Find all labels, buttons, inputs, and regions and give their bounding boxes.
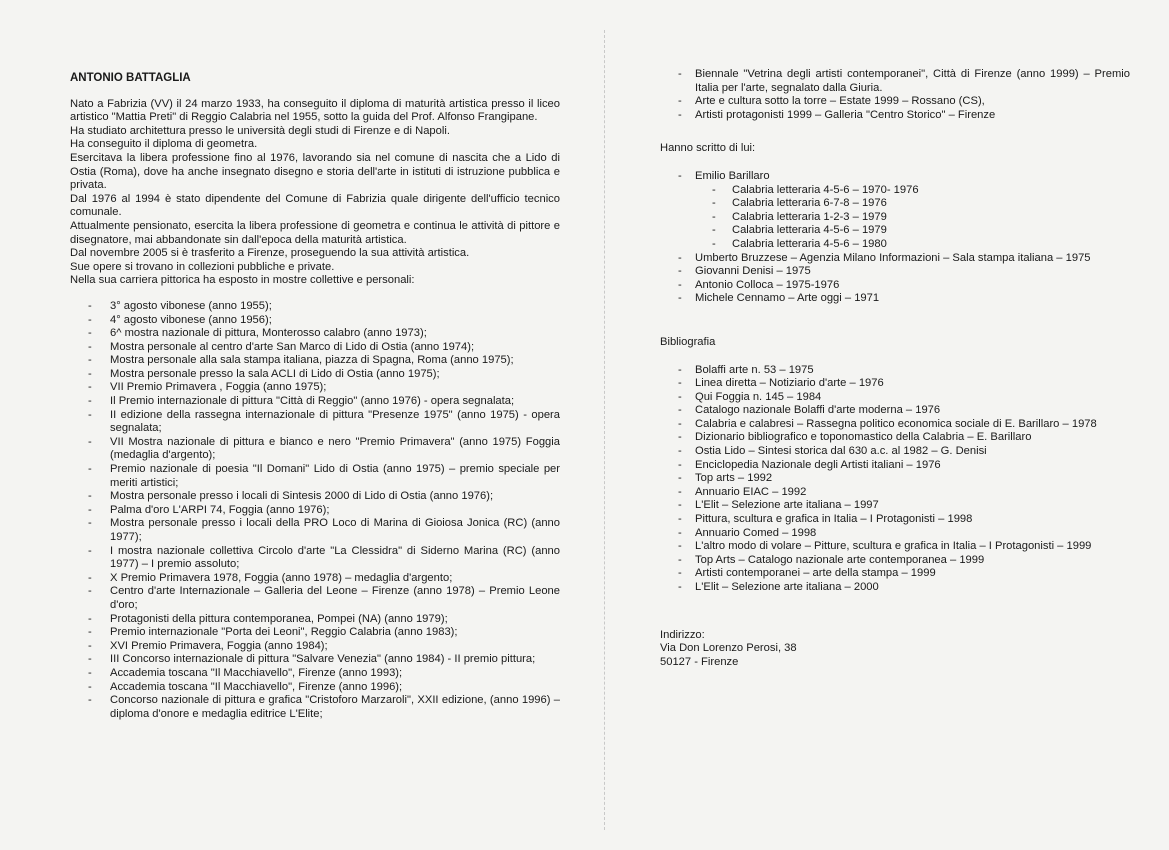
- bibliography-text: Bolaffi arte n. 53 – 1975: [695, 363, 814, 376]
- exhibition-text: VII Mostra nazionale di pittura e bianco e nero "Premio Primavera" (anno 1975) Foggia (medaglia d'argento);: [110, 435, 560, 462]
- list-dash: -: [678, 513, 682, 526]
- list-dash: -: [88, 313, 92, 326]
- bibliography-item: [660, 567, 1130, 581]
- list-dash: -: [712, 197, 716, 210]
- writer-text: Michele Cennamo – Arte oggi – 1971: [695, 292, 880, 305]
- exhibition-text: X Premio Primavera 1978, Foggia (anno 1978) – medaglia d'argento;: [110, 571, 453, 584]
- list-dash: -: [712, 224, 716, 237]
- exhibition-text: I mostra nazionale collettiva Circolo d'arte "La Clessidra" di Siderno Marina (RC) (anno 1977) – I premio assoluto;: [110, 544, 560, 571]
- bibliography-list: [660, 364, 1130, 595]
- list-dash: -: [712, 210, 716, 223]
- exhibition-item: [70, 341, 560, 355]
- exhibition-text: Accademia toscana "Il Macchiavello", Firenze (anno 1993);: [110, 666, 403, 679]
- exhibition-text: VII Premio Primavera , Foggia (anno 1975);: [110, 381, 327, 394]
- bio-paragraph: Attualmente pensionato, esercita la libera professione di geometra e continua le attività di pittore e disegnatore, mai abbandonate sin dall'epoca della maturità artistica.: [70, 219, 560, 246]
- bibliography-item: [660, 499, 1130, 513]
- bibliography-text: L'altro modo di volare – Pitture, scultura e grafica in Italia – I Protagonisti – 1999: [695, 540, 1092, 553]
- bio-paragraph: Nato a Fabrizia (VV) il 24 marzo 1933, ha conseguito il diploma di maturità artistica presso il liceo artistico "Mattia Preti" di Reggio Calabria nel 1955, sotto la guida del Prof. Alfonso Frangipane.: [70, 97, 560, 124]
- exhibition-item: [70, 667, 560, 681]
- list-dash: -: [678, 377, 682, 390]
- bio-paragraph: Ha studiato architettura presso le università degli studi di Firenze e di Napoli.: [70, 124, 450, 137]
- exhibition-item: [70, 504, 560, 518]
- exhibition-text: Mostra personale presso la sala ACLI di Lido di Ostia (anno 1975);: [110, 367, 440, 380]
- writer-item: [660, 170, 1130, 184]
- list-dash: -: [678, 458, 682, 471]
- list-dash: -: [678, 251, 682, 264]
- bibliography-item: [660, 377, 1130, 391]
- bibliography-text: Pittura, scultura e grafica in Italia – I Protagonisti – 1998: [695, 513, 973, 526]
- list-dash: -: [678, 169, 682, 182]
- bibliography-item: [660, 540, 1130, 554]
- bibliography-text: Qui Foggia n. 145 – 1984: [695, 390, 822, 403]
- exhibition-text: Il Premio internazionale di pittura "Città di Reggio" (anno 1976) - opera segnalata;: [110, 395, 515, 408]
- bibliography-text: Enciclopedia Nazionale degli Artisti italiani – 1976: [695, 458, 941, 471]
- work-text: Calabria letteraria 4-5-6 – 1970- 1976: [732, 183, 919, 196]
- list-dash: -: [678, 472, 682, 485]
- list-dash: -: [88, 408, 92, 421]
- bibliography-item: [660, 418, 1130, 432]
- address-label: Indirizzo:: [660, 628, 705, 641]
- exhibition-text: Concorso nazionale di pittura e grafica "Cristoforo Marzaroli", XXII edizione, (anno 1996) – diploma d'onore e medaglia editrice L'Elite;: [110, 694, 560, 720]
- list-dash: -: [88, 666, 92, 679]
- bibliography-heading: Bibliografia: [660, 335, 716, 348]
- biography: [70, 98, 560, 288]
- exhibition-item: [70, 409, 560, 436]
- bibliography-item: [660, 445, 1130, 459]
- writer-item: [660, 252, 1130, 266]
- exhibition-item: [70, 463, 560, 490]
- bibliography-text: Linea diretta – Notiziario d'arte – 1976: [695, 377, 884, 390]
- left-column: [70, 72, 560, 721]
- bibliography-text: L'Elit – Selezione arte italiana – 1997: [695, 499, 879, 512]
- page-fold-line: [604, 30, 606, 830]
- bibliography-text: Annuario EIAC – 1992: [695, 485, 807, 498]
- list-dash: -: [88, 639, 92, 652]
- exhibition-item: [70, 640, 560, 654]
- list-dash: -: [88, 395, 92, 408]
- bibliography-text: Dizionario bibliografico e toponomastico della Calabria – E. Barillaro: [695, 431, 1032, 444]
- bibliography-item: [660, 554, 1130, 568]
- list-dash: -: [678, 567, 682, 580]
- bibliography-text: Artisti contemporanei – arte della stampa – 1999: [695, 567, 936, 580]
- list-dash: -: [678, 445, 682, 458]
- list-dash: -: [88, 435, 92, 448]
- list-dash: -: [678, 363, 682, 376]
- list-dash: -: [88, 571, 92, 584]
- written-about-heading: Hanno scritto di lui:: [660, 142, 756, 155]
- bibliography-text: Top Arts – Catalogo nazionale arte contemporanea – 1999: [695, 553, 985, 566]
- writers-list: [660, 170, 1130, 184]
- exhibition-item: [70, 354, 560, 368]
- exhibition-text: 4° agosto vibonese (anno 1956);: [110, 313, 272, 326]
- list-dash: -: [678, 431, 682, 444]
- bibliography-text: Annuario Comed – 1998: [695, 526, 817, 539]
- list-dash: -: [88, 299, 92, 312]
- barillaro-works-list: [660, 184, 1130, 252]
- artist-name-heading: ANTONIO BATTAGLIA: [70, 72, 191, 84]
- bibliography-item: [660, 581, 1130, 595]
- list-dash: -: [88, 340, 92, 353]
- address-city: 50127 - Firenze: [660, 655, 739, 668]
- work-item: [660, 211, 1130, 225]
- exhibition-text: Mostra personale alla sala stampa italiana, piazza di Spagna, Roma (anno 1975);: [110, 354, 514, 367]
- exhibition-text: 3° agosto vibonese (anno 1955);: [110, 299, 272, 312]
- work-item: [660, 238, 1130, 252]
- bibliography-item: [660, 472, 1130, 486]
- exhibition-item: [70, 585, 560, 612]
- writer-text: Antonio Colloca – 1975-1976: [695, 278, 840, 291]
- exhibition-text: Artisti protagonisti 1999 – Galleria "Centro Storico" – Firenze: [695, 108, 996, 121]
- list-dash: -: [678, 485, 682, 498]
- work-item: [660, 224, 1130, 238]
- list-dash: -: [88, 544, 92, 557]
- bibliography-text: Top arts – 1992: [695, 472, 773, 485]
- exhibition-text: Arte e cultura sotto la torre – Estate 1999 – Rossano (CS),: [695, 95, 985, 108]
- exhibition-text: Mostra personale presso i locali della PRO Loco di Marina di Gioiosa Jonica (RC) (anno 1977);: [110, 517, 560, 543]
- exhibition-item: [70, 653, 560, 667]
- list-dash: -: [88, 503, 92, 516]
- exhibition-text: Premio nazionale di poesia "Il Domani" Lido di Ostia (anno 1975) – premio speciale per meriti artistici;: [110, 463, 560, 489]
- exhibition-item: [70, 613, 560, 627]
- exhibition-item: [70, 436, 560, 463]
- bio-paragraph: Dal 1976 al 1994 è stato dipendente del Comune di Fabrizia quale dirigente dell'ufficio tecnico comunale.: [70, 192, 560, 219]
- exhibition-text: III Concorso internazionale di pittura "Salvare Venezia" (anno 1984) - II premio pittura;: [110, 653, 536, 666]
- work-text: Calabria letteraria 4-5-6 – 1980: [732, 237, 887, 250]
- work-text: Calabria letteraria 4-5-6 – 1979: [732, 224, 887, 237]
- list-dash: -: [88, 381, 92, 394]
- list-dash: -: [88, 463, 92, 476]
- list-dash: -: [712, 237, 716, 250]
- list-dash: -: [678, 265, 682, 278]
- writer-item: [660, 265, 1130, 279]
- work-item: [660, 184, 1130, 198]
- list-dash: -: [712, 183, 716, 196]
- exhibition-item: [70, 626, 560, 640]
- list-dash: -: [678, 95, 682, 108]
- address-street: Via Don Lorenzo Perosi, 38: [660, 642, 797, 655]
- list-dash: -: [678, 68, 682, 80]
- exhibition-item: [70, 545, 560, 572]
- exhibition-item: [660, 68, 1130, 95]
- address-block: [660, 629, 1130, 670]
- right-column: [660, 68, 1130, 669]
- bibliography-item: [660, 513, 1130, 527]
- bibliography-item: [660, 527, 1130, 541]
- exhibitions-list: [70, 300, 560, 721]
- exhibition-item: [70, 694, 560, 721]
- bibliography-text: Calabria e calabresi – Rassegna politico economica sociale di E. Barillaro – 1978: [695, 417, 1097, 430]
- list-dash: -: [678, 417, 682, 430]
- list-dash: -: [678, 404, 682, 417]
- list-dash: -: [678, 553, 682, 566]
- list-dash: -: [678, 390, 682, 403]
- bio-paragraph: Dal novembre 2005 si è trasferito a Firenze, proseguendo la sua attività artistica.: [70, 247, 470, 260]
- exhibition-text: Palma d'oro L'ARPI 74, Foggia (anno 1976);: [110, 503, 330, 516]
- exhibition-text: Biennale "Vetrina degli artisti contemporanei", Città di Firenze (anno 1999) – Premio Italia per l'arte, segnalato dalla Giuria.: [695, 68, 1130, 94]
- list-dash: -: [88, 626, 92, 639]
- list-dash: -: [678, 292, 682, 305]
- list-dash: -: [678, 581, 682, 593]
- list-dash: -: [678, 278, 682, 291]
- exhibition-item: [70, 490, 560, 504]
- exhibition-text: Protagonisti della pittura contemporanea, Pompei (NA) (anno 1979);: [110, 612, 448, 625]
- writers-list-rest: [660, 252, 1130, 306]
- bibliography-item: [660, 431, 1130, 445]
- exhibition-text: II edizione della rassegna internazionale di pittura "Presenze 1975" (anno 1975) - opera segnalata;: [110, 408, 560, 435]
- exhibition-item: [70, 300, 560, 314]
- list-dash: -: [88, 490, 92, 503]
- exhibition-text: Premio internazionale "Porta dei Leoni", Reggio Calabria (anno 1983);: [110, 626, 458, 639]
- bibliography-item: [660, 459, 1130, 473]
- exhibition-text: Mostra personale al centro d'arte San Marco di Lido di Ostia (anno 1974);: [110, 340, 475, 353]
- bibliography-item: [660, 364, 1130, 378]
- exhibition-text: 6^ mostra nazionale di pittura, Monterosso calabro (anno 1973);: [110, 327, 427, 340]
- work-text: Calabria letteraria 6-7-8 – 1976: [732, 197, 887, 210]
- list-dash: -: [88, 612, 92, 625]
- list-dash: -: [678, 108, 682, 121]
- exhibition-item: [660, 109, 1130, 123]
- exhibition-item: [70, 395, 560, 409]
- exhibition-item: [70, 314, 560, 328]
- bibliography-item: [660, 391, 1130, 405]
- list-dash: -: [88, 367, 92, 380]
- exhibition-item: [70, 327, 560, 341]
- exhibition-text: Centro d'arte Internazionale – Galleria del Leone – Firenze (anno 1978) – Premio Leone d'oro;: [110, 585, 560, 611]
- work-text: Calabria letteraria 1-2-3 – 1979: [732, 210, 887, 223]
- writer-item: [660, 292, 1130, 306]
- list-dash: -: [88, 517, 92, 530]
- writer-text: Emilio Barillaro: [695, 169, 770, 182]
- bio-paragraph: Nella sua carriera pittorica ha esposto in mostre collettive e personali:: [70, 274, 415, 287]
- exhibition-item: [660, 95, 1130, 109]
- writer-item: [660, 279, 1130, 293]
- exhibition-item: [70, 572, 560, 586]
- exhibition-text: Mostra personale presso i locali di Sintesis 2000 di Lido di Ostia (anno 1976);: [110, 490, 494, 503]
- list-dash: -: [678, 499, 682, 512]
- bibliography-text: Catalogo nazionale Bolaffi d'arte moderna – 1976: [695, 404, 941, 417]
- writer-text: Giovanni Denisi – 1975: [695, 265, 811, 278]
- list-dash: -: [88, 585, 92, 598]
- exhibition-item: [70, 517, 560, 544]
- exhibition-item: [70, 681, 560, 695]
- list-dash: -: [88, 327, 92, 340]
- exhibition-item: [70, 368, 560, 382]
- bio-paragraph: Esercitava la libera professione fino al 1976, lavorando sia nel comune di nascita che a Lido di Ostia (Roma), dove ha anche insegnato disegno e storia dell'arte in istituti di istruzione pubblica e privata.: [70, 151, 560, 192]
- exhibitions-continued-list: [660, 68, 1130, 122]
- work-item: [660, 197, 1130, 211]
- writer-text: Umberto Bruzzese – Agenzia Milano Informazioni – Sala stampa italiana – 1975: [695, 251, 1091, 264]
- list-dash: -: [88, 354, 92, 367]
- exhibition-item: [70, 381, 560, 395]
- list-dash: -: [678, 540, 682, 553]
- bibliography-item: [660, 404, 1130, 418]
- exhibition-text: XVI Premio Primavera, Foggia (anno 1984);: [110, 639, 328, 652]
- bio-paragraph: Sue opere si trovano in collezioni pubbliche e private.: [70, 260, 335, 273]
- bibliography-text: L'Elit – Selezione arte italiana – 2000: [695, 581, 879, 593]
- list-dash: -: [88, 653, 92, 666]
- bio-paragraph: Ha conseguito il diploma di geometra.: [70, 138, 258, 151]
- list-dash: -: [88, 694, 92, 707]
- list-dash: -: [678, 526, 682, 539]
- bibliography-text: Ostia Lido – Sintesi storica dal 630 a.c. al 1982 – G. Denisi: [695, 445, 987, 458]
- bibliography-item: [660, 486, 1130, 500]
- exhibition-text: Accademia toscana "Il Macchiavello", Firenze (anno 1996);: [110, 680, 403, 693]
- list-dash: -: [88, 680, 92, 693]
